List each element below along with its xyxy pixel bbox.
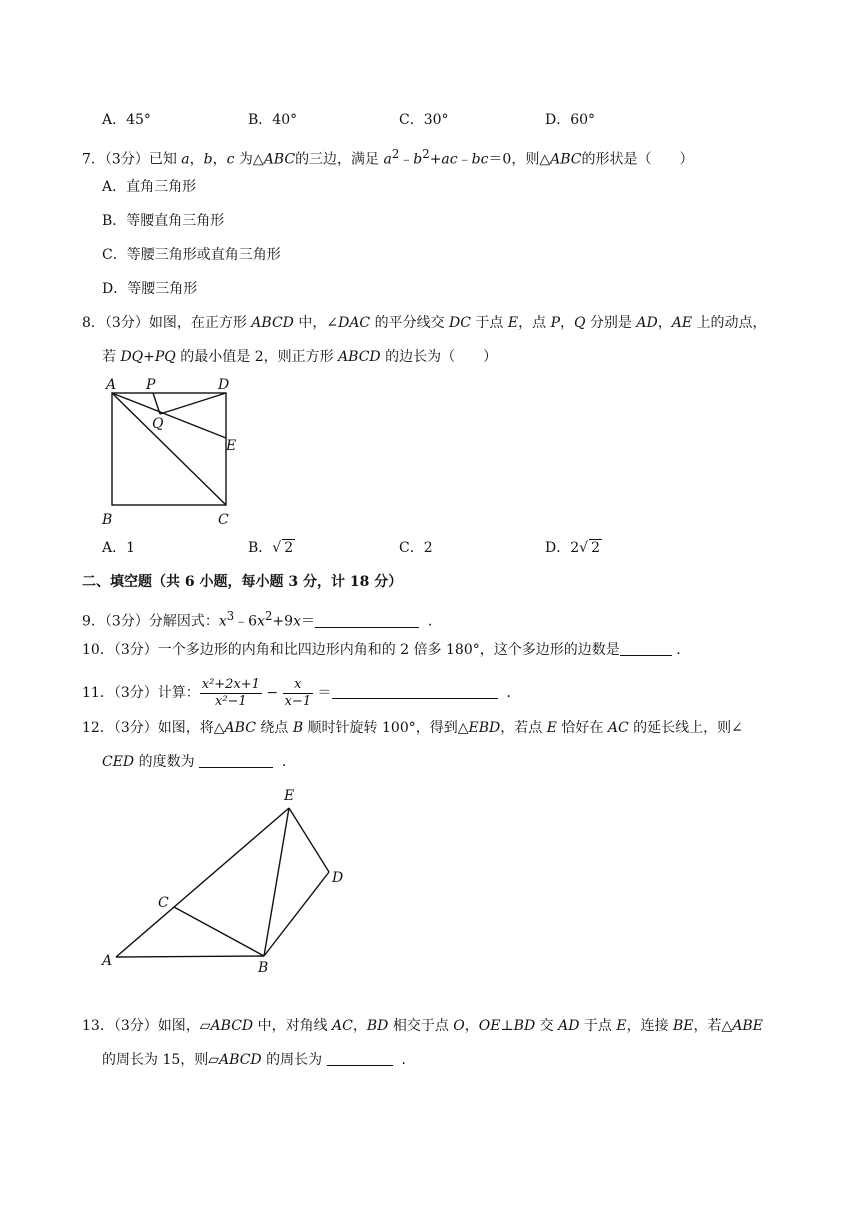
q7-option-c[interactable]: C．等腰三角形或直角三角形 — [102, 247, 281, 263]
q8-text: 的边长为（ ） — [380, 349, 498, 365]
var-b: b — [203, 151, 213, 168]
q7-text: ， — [212, 151, 227, 168]
q9-end: ． — [427, 613, 442, 630]
q13-text: 相交于点 — [388, 1018, 454, 1034]
term-ac: ac — [441, 151, 458, 168]
label-b: B — [102, 512, 113, 528]
q13-text: ，若△ — [693, 1018, 733, 1034]
q12-stem-line1 — [82, 718, 743, 738]
label-b: B — [258, 960, 269, 976]
q7-text: ， — [189, 151, 204, 168]
var-x: x — [218, 613, 227, 630]
var-x: x — [293, 613, 301, 630]
q8-text: ， — [657, 315, 672, 331]
q11-text: 计算： — [157, 685, 200, 701]
q13-stem-line1 — [82, 1016, 763, 1036]
var-q: Q — [574, 315, 586, 331]
q8-stem-line2 — [102, 347, 497, 367]
q6-option-c[interactable]: C．30° — [399, 112, 449, 128]
segment-qd — [160, 393, 226, 414]
q7-option-a[interactable]: A．直角三角形 — [102, 179, 197, 195]
q13-text: 中，对角线 — [253, 1018, 333, 1034]
var-c: c — [226, 151, 235, 168]
label-a: A — [102, 953, 113, 969]
q12-answer-blank[interactable] — [199, 753, 273, 768]
q8-text: 分别是 — [585, 315, 637, 331]
q9-score: （3分） — [104, 613, 149, 630]
q9-answer-blank[interactable] — [315, 613, 419, 628]
q12-text: 绕点 — [255, 720, 293, 736]
q12-text: 顺时针旋转 100°，得到△ — [303, 720, 469, 736]
q13-answer-blank[interactable] — [327, 1051, 393, 1066]
var-bd: BD — [513, 1018, 536, 1034]
q12-score: （3分） — [113, 720, 158, 736]
q7-number: 7． — [82, 151, 105, 168]
var-x: x — [257, 613, 265, 630]
q6-option-d[interactable]: D．60° — [545, 112, 596, 128]
var-ad: AD — [636, 315, 658, 331]
var-b: b — [413, 151, 423, 168]
q11-fraction-2 — [283, 677, 314, 710]
exponent: 3 — [226, 609, 235, 623]
q13-end: ． — [401, 1052, 416, 1068]
q7-text: + — [429, 151, 442, 168]
var-ad: AD — [558, 1018, 580, 1034]
q8-number: 8． — [82, 315, 105, 331]
sqrt-radicand: 2 — [284, 540, 294, 556]
var-abcd: ABCD — [338, 349, 381, 365]
diagonal-ac — [112, 393, 226, 505]
q9-text: 分解因式： — [148, 613, 219, 630]
q8-text: 上的动点， — [692, 315, 767, 331]
q13-text: 的周长为 15，则▱ — [102, 1052, 220, 1068]
fraction-denominator: x²−1 — [214, 693, 247, 709]
var-abc: ABC — [224, 720, 256, 736]
q13-number: 13． — [82, 1018, 114, 1034]
q9-stem — [82, 606, 442, 632]
label-a: A — [106, 377, 117, 393]
q11-number: 11． — [82, 685, 114, 701]
q8-stem-line1 — [82, 313, 767, 333]
exponent: 2 — [422, 147, 430, 161]
q8-text: 若 — [102, 349, 121, 365]
sqrt-icon: √ — [579, 540, 589, 556]
var-ced: CED — [102, 754, 135, 770]
q7-text: 为△ — [234, 151, 264, 168]
var-abe: ABE — [732, 1018, 763, 1034]
q12-figure-rotation — [96, 782, 356, 977]
var-e: E — [507, 315, 519, 331]
q8-option-d-label: D．2 — [545, 540, 580, 556]
q8-text: 如图，在正方形 — [148, 315, 252, 331]
var-ac: AC — [332, 1018, 353, 1034]
label-p: P — [146, 377, 156, 393]
q12-text: 的延长线上，则∠ — [628, 720, 743, 736]
q9-text: +9 — [272, 613, 294, 630]
q10-text: 一个多边形的内角和比四边形内角和的 2 倍多 180°，这个多边形的边数是 — [157, 642, 620, 658]
q13-text: 交 — [535, 1018, 559, 1034]
q12-end: ． — [281, 754, 296, 770]
segment-ab — [116, 956, 264, 957]
q8-text: ，点 — [518, 315, 551, 331]
exponent: 2 — [265, 609, 273, 623]
var-p: P — [550, 315, 560, 331]
q12-number: 12． — [82, 720, 114, 736]
q8-text: + — [143, 349, 155, 365]
q10-score: （3分） — [113, 642, 158, 658]
var-ebd: EBD — [468, 720, 501, 736]
q13-text: ， — [464, 1018, 479, 1034]
q7-text: ﹣ — [457, 151, 472, 168]
segment-ae — [116, 808, 289, 957]
q9-text: ﹣6 — [234, 613, 258, 630]
section-title: 二、填空题（共 6 小题，每小题 3 分，计 18 分） — [82, 574, 403, 590]
var-o: O — [453, 1018, 465, 1034]
q7-score: （3分） — [104, 151, 149, 168]
q7-text: 已知 — [148, 151, 182, 168]
var-a: a — [383, 151, 392, 168]
q8-text: 于点 — [470, 315, 508, 331]
q8-text: ， — [560, 315, 574, 331]
q13-text: 如图，▱ — [157, 1018, 211, 1034]
var-dq: DQ — [120, 349, 144, 365]
q8-option-d[interactable] — [545, 538, 602, 558]
q8-text: 中，∠ — [293, 315, 339, 331]
q7-stem — [82, 144, 693, 170]
q10-end: ． — [676, 642, 691, 658]
q13-text: 的周长为 — [261, 1052, 323, 1068]
q13-stem-line2 — [102, 1050, 415, 1070]
label-e: E — [226, 438, 237, 454]
label-d: D — [332, 870, 344, 886]
var-ac: AC — [607, 720, 629, 736]
q7-text: ＝0，则△ — [488, 151, 551, 168]
q13-text: ⊥ — [500, 1018, 514, 1034]
q12-text: ，若点 — [500, 720, 547, 736]
var-abcd: ABCD — [219, 1052, 262, 1068]
q6-option-b[interactable]: B．40° — [248, 112, 298, 128]
q11-score: （3分） — [113, 685, 158, 701]
q12-stem-line2 — [102, 752, 296, 772]
q7-text: ﹣ — [399, 151, 414, 168]
q12-text: 恰好在 — [556, 720, 608, 736]
label-q: Q — [152, 416, 164, 432]
exponent: 2 — [391, 147, 400, 161]
fraction-numerator: x — [283, 677, 314, 694]
var-dc: DC — [449, 315, 471, 331]
segment-cb — [174, 907, 264, 956]
var-dac: DAC — [338, 315, 371, 331]
var-be: BE — [673, 1018, 694, 1034]
q8-text: 的最小值是 2，则正方形 — [175, 349, 339, 365]
label-c: C — [158, 895, 169, 911]
q11-fraction-1 — [200, 677, 262, 710]
q9-text: ＝ — [300, 613, 315, 630]
label-e: E — [284, 788, 295, 804]
var-e: E — [616, 1018, 627, 1034]
q13-text: 于点 — [579, 1018, 617, 1034]
var-b: B — [292, 720, 304, 736]
var-abc: ABC — [550, 151, 582, 168]
q8-figure-square — [98, 372, 248, 532]
var-abcd: ABCD — [251, 315, 294, 331]
segment-eb — [264, 808, 289, 956]
var-abc: ABC — [263, 151, 296, 168]
q13-score: （3分） — [113, 1018, 158, 1034]
q8-score: （3分） — [104, 315, 149, 331]
q11-answer-blank[interactable] — [332, 684, 498, 699]
q7-option-b[interactable]: B．等腰直角三角形 — [102, 213, 225, 229]
q13-text: ，连接 — [626, 1018, 674, 1034]
q8-option-b-label: B． — [248, 540, 273, 556]
q7-text: 的三边，满足 — [295, 151, 384, 168]
var-ae: AE — [671, 315, 693, 331]
var-oe: OE — [478, 1018, 501, 1034]
q11-stem — [82, 674, 520, 712]
q7-option-d[interactable]: D．等腰三角形 — [102, 281, 198, 297]
label-d: D — [218, 377, 230, 393]
q11-end: ． — [506, 685, 521, 701]
q12-text: 如图，将△ — [157, 720, 225, 736]
q13-text: ， — [352, 1018, 367, 1034]
q8-option-b[interactable] — [248, 538, 295, 558]
sqrt-radicand: 2 — [591, 540, 600, 556]
q8-option-c[interactable]: C．2 — [399, 540, 433, 556]
var-bd: BD — [366, 1018, 389, 1034]
equals-sign: ＝ — [317, 685, 332, 701]
sqrt-icon: √ — [272, 540, 282, 556]
segment-ed — [289, 808, 329, 872]
segment-ae — [112, 393, 226, 438]
fraction-denominator: x−1 — [284, 693, 312, 709]
minus-sign: − — [266, 685, 279, 701]
var-e: E — [546, 720, 557, 736]
label-c: C — [218, 512, 229, 528]
var-a: a — [181, 151, 190, 168]
q10-number: 10． — [82, 642, 114, 658]
var-pq: PQ — [154, 349, 176, 365]
q7-text: 的形状是（ ） — [581, 151, 694, 168]
q8-text: 的平分线交 — [370, 315, 450, 331]
q6-option-a[interactable]: A．45° — [102, 112, 151, 128]
var-abcd: ABCD — [210, 1018, 254, 1034]
q10-answer-blank[interactable] — [620, 641, 672, 656]
term-bc: bc — [471, 151, 489, 168]
q10-stem — [82, 640, 690, 660]
q8-option-a[interactable]: A．1 — [102, 540, 136, 556]
fraction-numerator: x²+2x+1 — [201, 676, 260, 692]
q9-number: 9． — [82, 613, 105, 630]
q12-text: 的度数为 — [134, 754, 195, 770]
segment-db — [264, 872, 329, 956]
